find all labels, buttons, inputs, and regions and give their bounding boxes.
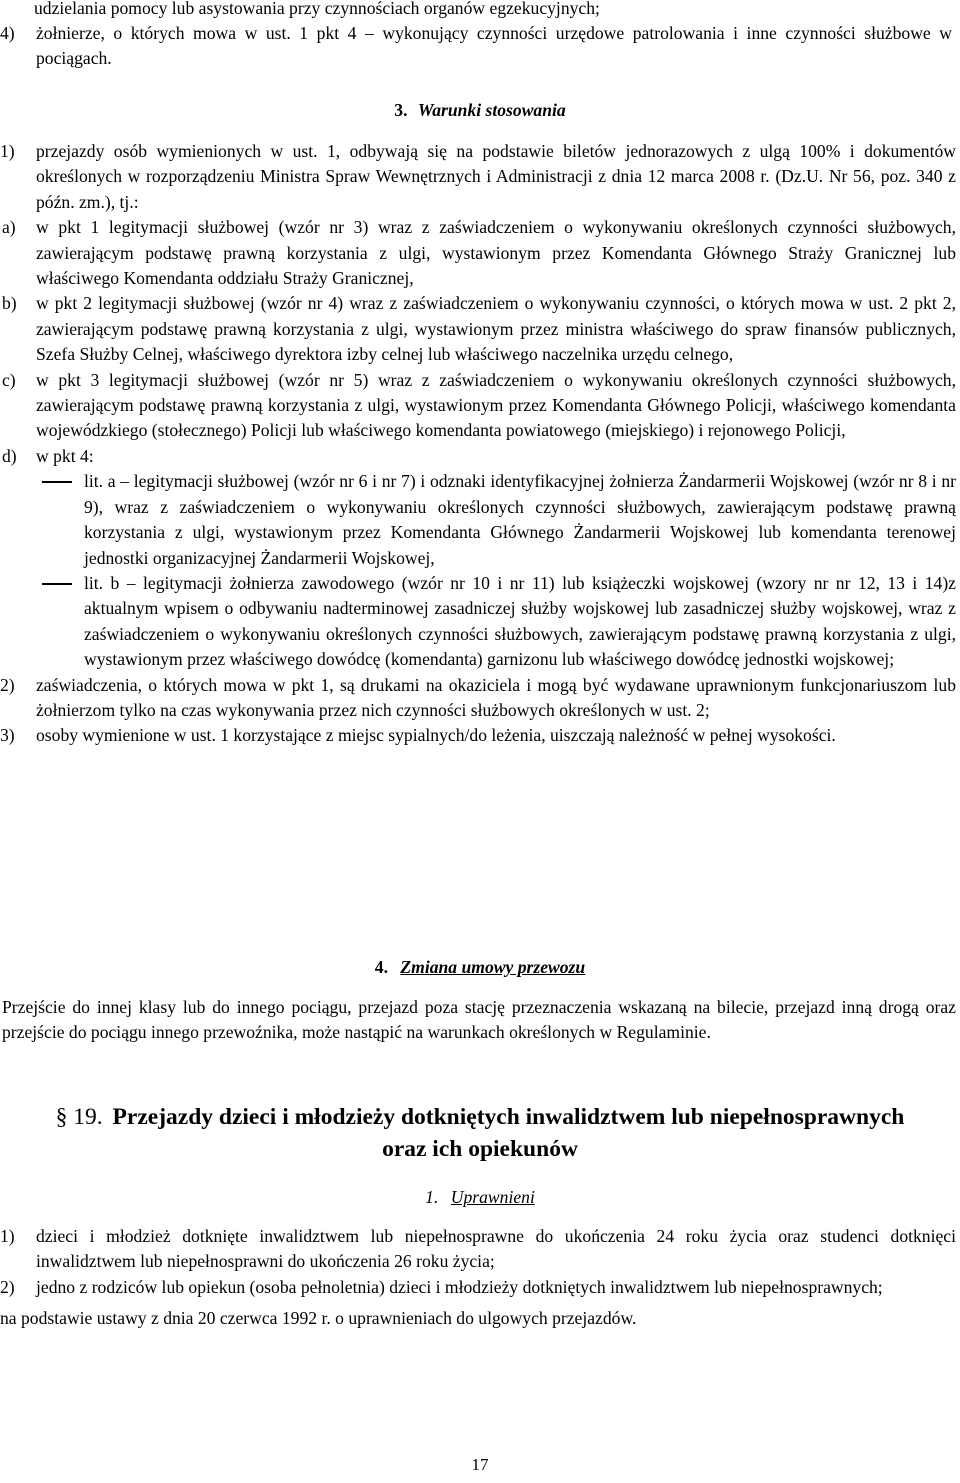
continuation-line: udzielania pomocy lub asystowania przy czynnościach organów egzekucyjnych;	[34, 0, 600, 18]
list-number: 3)	[0, 725, 15, 746]
sub-item-c: c) w pkt 3 legitymacji służbowej (wzór nr 5) wraz z zaświadczeniem o wykonywaniu określonych czynności służbowych, zawierającym podstawę prawną korzystania z ulgi, wystawionym przez Komendanta Głównego Policji, właściwego komendanta wojewódzkiego (stołecznego) Policji lub właściwego komendanta powiatowego (miejskiego) i rejonowego Policji,	[2, 369, 956, 441]
list-text: osoby wymienione w ust. 1 korzystające z miejsc sypialnych/do leżenia, uiszczają należność w pełnej wysokości.	[36, 725, 836, 746]
list-text: dzieci i młodzież dotknięte inwalidztwem lub niepełnosprawne do ukończenia 24 roku życia oraz studenci dotknięci inwalidztwem lub niepełnosprawni do ukończenia 26 roku życia;	[36, 1226, 956, 1272]
dash-item-lit-b: lit. b – legitymacji żołnierza zawodowego (wzór nr 10 i nr 11) lub książeczki wojskowej (wzory nr nr 12, 13 i 14)z aktualnym wpisem o odbywaniu nadterminowej zasadniczej służby wojskowej lub zasadniczej służby wojskowej, wraz z zaświadczeniem o wykonywaniu określonych czynności służbowych, zawierającym podstawę prawną korzystania z ulgi, wystawionym przez właściwego dowódcę (komendanta) garnizonu lub właściwego dowódcę jednostki wojskowej;	[38, 571, 960, 673]
dash-item-lit-a: lit. a – legitymacji służbowej (wzór nr 6 i nr 7) i odznaki identyfikacyjnej żołnierza Żandarmerii Wojskowej (wzór nr 8 i nr 9), wraz z zaświadczeniem o wykonywaniu określonych czynności służbowych, zawierającym podstawę prawną korzystania z ulgi, wystawionym przez Komendanta Głównego Żandarmerii Wojskowej lub komendanta terenowej jednostki organizacyjnej Żandarmerii Wojskowej,	[38, 469, 960, 571]
legal-basis: na podstawie ustawy z dnia 20 czerwca 1992 r. o uprawnieniach do ulgowych przejazdów.	[0, 1308, 637, 1329]
list-item	[0, 723, 960, 748]
section-3-content	[0, 139, 960, 749]
section-3-heading: 3. Warunki stosowania	[394, 100, 566, 120]
list-item	[0, 673, 960, 724]
list-number: 1)	[0, 1226, 15, 1246]
list-item	[0, 1275, 960, 1300]
list-number: 4)	[0, 23, 15, 43]
section-4-heading: 4. Zmiana umowy przewozu	[374, 957, 586, 977]
sub-item-b: b) w pkt 2 legitymacji służbowej (wzór nr 4) wraz z zaświadczeniem o wykonywaniu czynności, o których mowa w ust. 2 pkt 2, zawierającym podstawę prawną korzystania z ulgi, wystawionym przez ministra właściwego do spraw finansów publicznych, Szefa Służby Celnej, właściwego dyrektora izby celnej lub właściwego naczelnika urzędu celnego,	[2, 293, 956, 365]
list-item	[0, 1224, 960, 1275]
paragraph-19-list	[0, 1224, 960, 1332]
paragraph-19-title: § 19. Przejazdy dzieci i młodzieży dotkniętych inwalidztwem lub niepełnosprawnych oraz ich opiekunów	[55, 1104, 905, 1162]
list-number: 2)	[0, 674, 15, 695]
subsection-1-heading: 1. Uprawnieni	[425, 1187, 535, 1207]
list-text: żołnierze, o których mowa w ust. 1 pkt 4 – wykonujący czynności urzędowe patrolowania i inne czynności służbowe w pociągach.	[36, 23, 952, 69]
sub-item-d: d) w pkt 4:	[2, 445, 94, 466]
sub-item-a: a) w pkt 1 legitymacji służbowej (wzór nr 3) wraz z zaświadczeniem o wykonywaniu określonych czynności służbowych, zawierającym podstawę prawną korzystania z ulgi, wystawionym przez Komendanta Głównego Straży Granicznej lub właściwego Komendanta oddziału Straży Granicznej,	[2, 217, 956, 289]
list-number: 2)	[0, 1276, 15, 1297]
page-number: 17	[471, 1455, 489, 1474]
list-text: przejazdy osób wymienionych w ust. 1, odbywają się na podstawie biletów jednorazowych z ulgą 100% i dokumentów określonych w rozporządzeniu Ministra Spraw Wewnętrznych i Administracji z dnia 12 marca 2008 r. (Dz.U. Nr 56, poz. 340 z późn. zm.), tj.:	[36, 141, 956, 212]
list-item	[0, 139, 960, 215]
list-text: jedno z rodziców lub opiekun (osoba pełnoletnia) dzieci i młodzieży dotkniętych inwalidztwem lub niepełnosprawnych;	[36, 1276, 883, 1297]
section-4-paragraph: Przejście do innej klasy lub do innego pociągu, przejazd poza stację przeznaczenia wskazaną na bilecie, przejazd inną drogą oraz przejście do pociągu innego przewoźnika, może nastąpić na warunkach określonych w Regulaminie.	[2, 997, 956, 1043]
list-item-4	[0, 21, 956, 72]
paragraph-sign: § 19.	[55, 1104, 103, 1130]
dash-marker	[38, 469, 84, 571]
list-number: 1)	[0, 141, 15, 161]
list-text: zaświadczenia, o których mowa w pkt 1, są drukami na okaziciela i mogą być wydawane uprawnionym funkcjonariuszom lub żołnierzom tylko na czas wykonywania przez nich czynności służbowych określonych w ust. 2;	[36, 674, 956, 720]
dash-marker	[38, 571, 84, 673]
